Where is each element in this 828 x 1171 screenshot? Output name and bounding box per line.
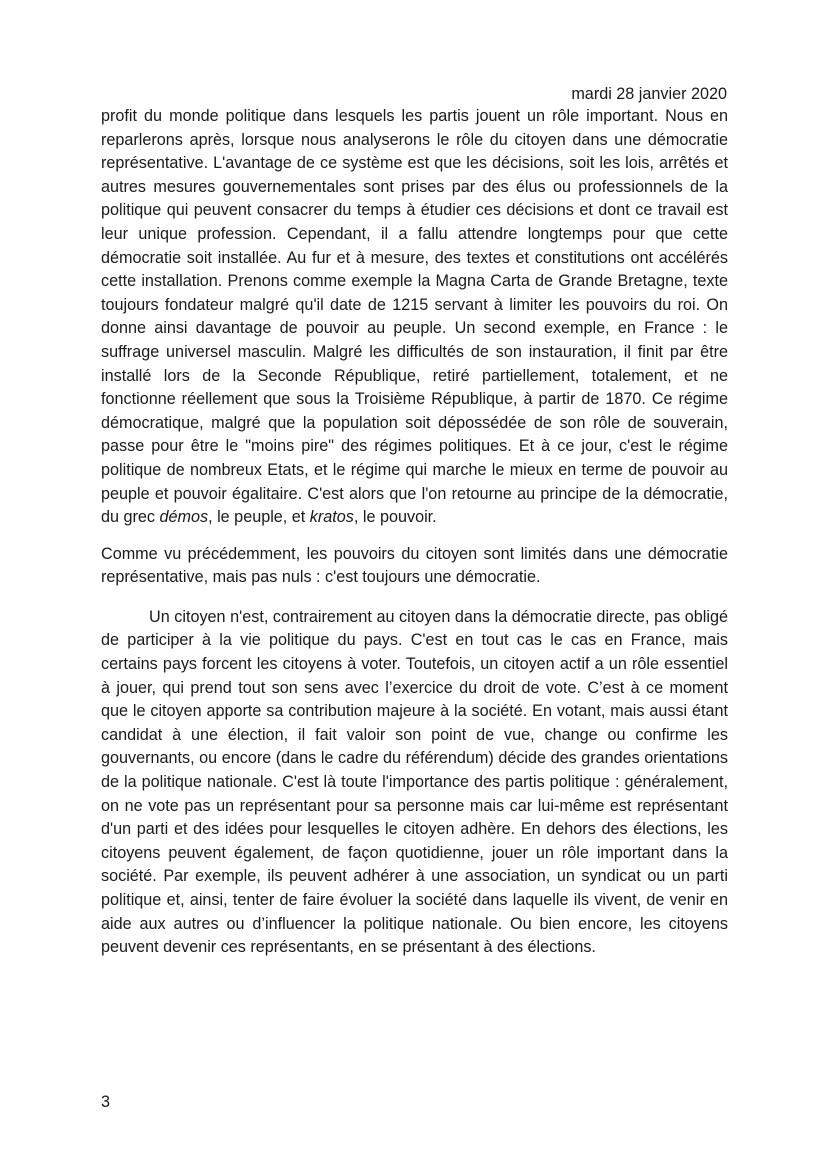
term-kratos: kratos: [309, 508, 354, 527]
paragraph-text: , le pouvoir.: [353, 508, 437, 527]
page-number: 3: [101, 1093, 111, 1111]
header-date: mardi 28 janvier 2020: [571, 85, 727, 103]
paragraph-citizen-powers: Comme vu précédemment, les pouvoirs du citoyen sont limités dans une démocratie représentative, mais pas nuls : c'est toujours une démocratie.: [101, 544, 728, 587]
paragraph-text: profit du monde politique dans lesquels les partis jouent un rôle important. Nous en reparlerons après, lorsque nous analyserons le rôle du citoyen dans une démocratie représentative. L'avantage de ce système est que les décisions, soit les lois, arrêtés et autres mesures gouvernementales sont prises par des élus ou professionnels de la politique qui peuvent consacrer du temps à étudier ces décisions et dont ce travail est leur unique profession. Cependant, il a fallu attendre longtemps pour que cette démocratie soit installée. Au fur et à mesure, des textes et constitutions ont accélérés cette installation. Prenons comme exemple la Magna Carta de Grande Bretagne, texte toujours fondateur malgré qu'il date de 1215 servant à limiter les pouvoirs du roi. On donne ainsi davantage de pouvoir au peuple. Un second exemple, en France : le suffrage universel masculin. Malgré les difficultés de son instauration, il finit par être installé lors de la Seconde République, retiré partiellement, totalement, et ne fonctionne réellement que sous la Troisième République, à partir de 1870. Ce régime démocratique, malgré que la population soit dépossédée de son rôle de souverain, passe pour être le "moins pire" des régimes politiques. Et à ce jour, c'est le régime politique de nombreux Etats, et le régime qui marche le mieux en terme de pouvoir au peuple et pouvoir égalitaire. C'est alors que l'on retourne au principe de la démocratie, du grec: [101, 107, 728, 527]
term-demos: démos: [159, 508, 209, 527]
paragraph-citizen-role: Un citoyen n'est, contrairement au citoyen dans la démocratie directe, pas obligé de participer à la vie politique du pays. C'est en tout cas le cas en France, mais certains pays forcent les citoyens à voter. Toutefois, un citoyen actif a un rôle essentiel à jouer, qui prend tout son sens avec l’exercice du droit de vote. C’est à ce moment que le citoyen apporte sa contribution majeure à la société. En votant, mais aussi étant candidat à une élection, il fait valoir son point de vue, change ou confirme les gouvernants, ou encore (dans le cadre du référendum) décide des grandes orientations de la politique nationale. C'est là toute l'importance des partis politique : généralement, on ne vote pas un représentant pour sa personne mais car lui-même est représentant d'un parti et des idées pour lesquelles le citoyen adhère. En dehors des élections, les citoyens peuvent également, de façon quotidienne, jouer un rôle important dans la société. Par exemple, ils peuvent adhérer à une association, un syndicat ou un parti politique et, ainsi, tenter de faire évoluer la société dans laquelle ils vivent, de venir en aide aux autres ou d’influencer la politique nationale. Ou bien encore, les citoyens peuvent devenir ces représentants, en se présentant à des élections.: [101, 607, 728, 957]
document-body: [101, 105, 728, 960]
paragraph-text: , le peuple, et: [208, 508, 310, 527]
paragraph-democracy-history: [101, 105, 728, 530]
